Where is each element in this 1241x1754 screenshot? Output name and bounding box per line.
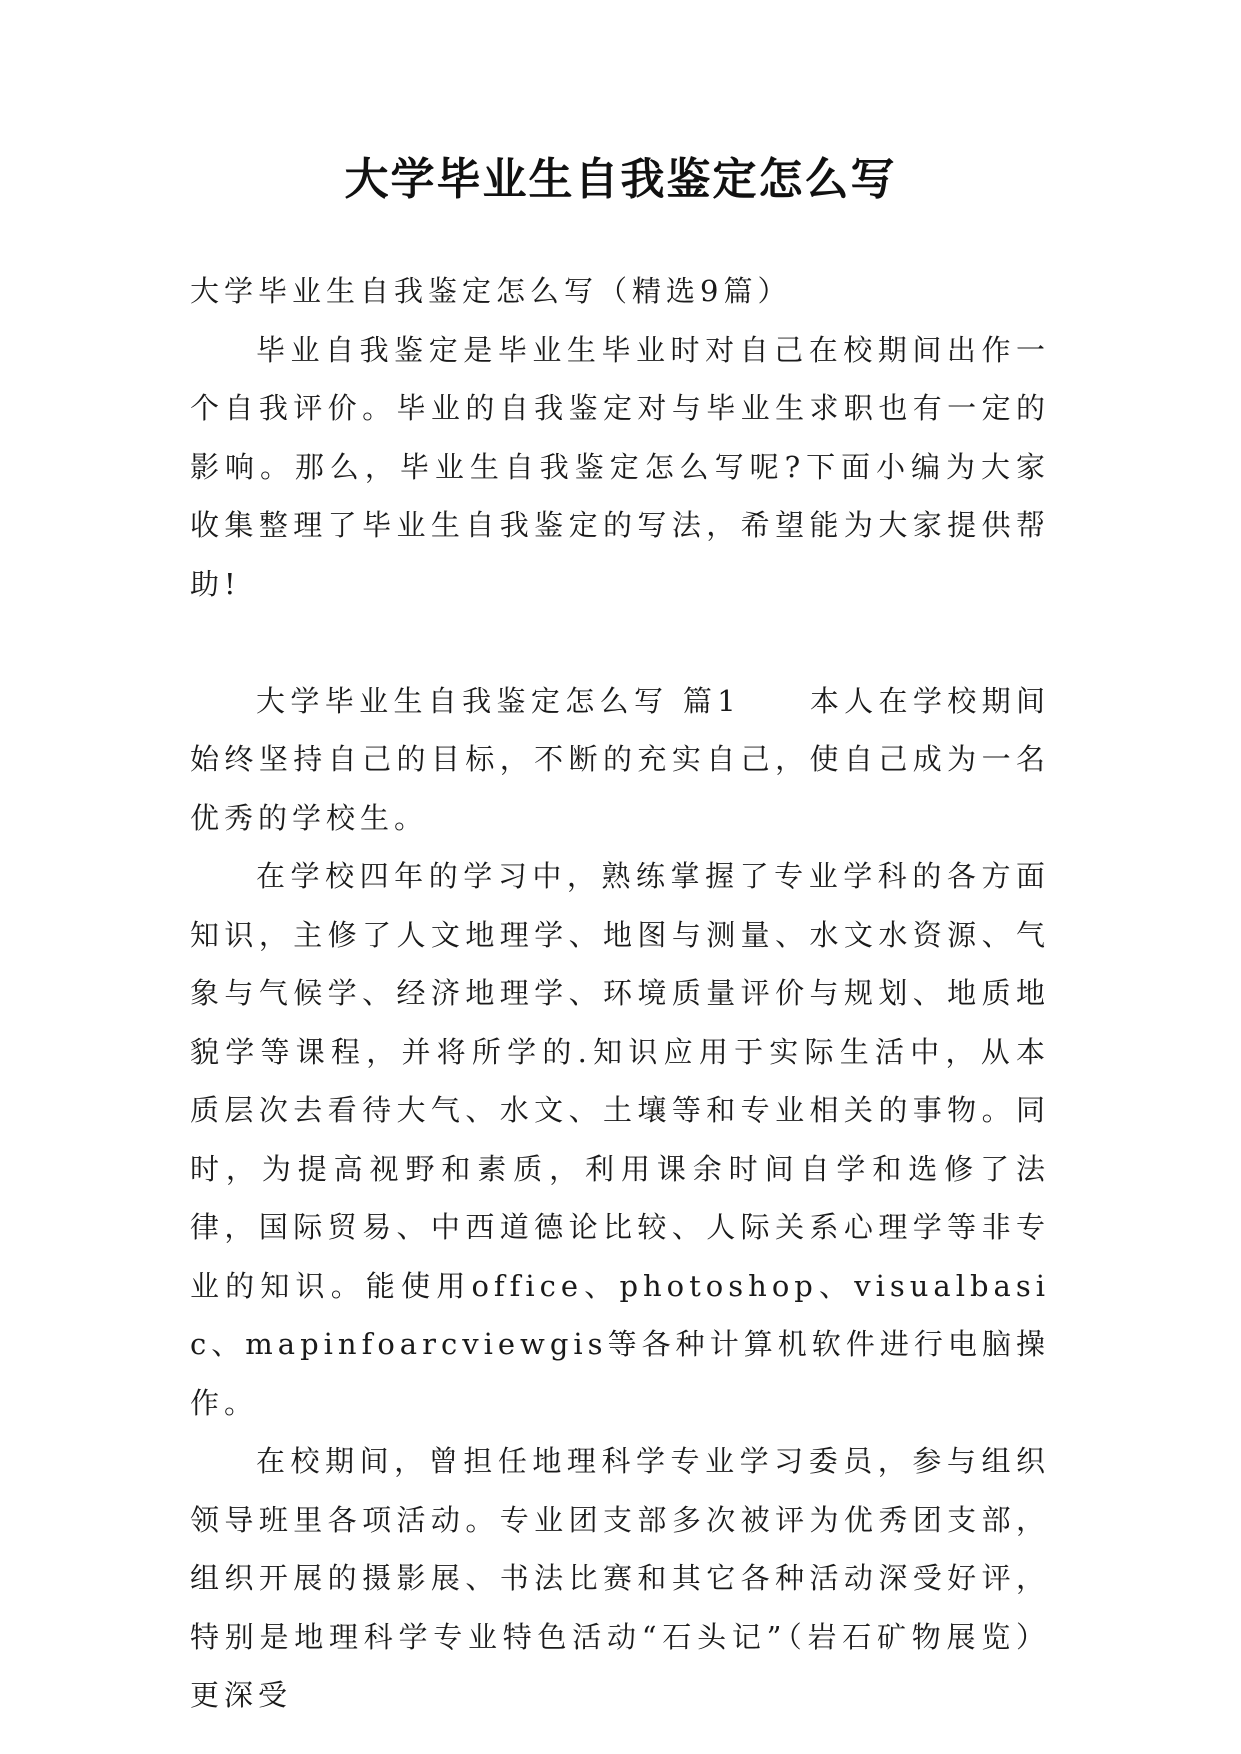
- document-title: 大学毕业生自我鉴定怎么写: [344, 154, 897, 205]
- intro-paragraph: 毕业自我鉴定是毕业生毕业时对自己在校期间出作一个自我评价。毕业的自我鉴定对与毕业生求职也有一定的影响。那么，毕业生自我鉴定怎么写呢?下面小编为大家收集整理了毕业生自我鉴定的写法，希望能为大家提供帮助!: [190, 332, 1050, 601]
- document-body: [190, 262, 1050, 1725]
- document-subtitle: 大学毕业生自我鉴定怎么写（精选9篇）: [190, 274, 792, 308]
- study-paragraph: 在学校四年的学习中，熟练掌握了专业学科的各方面知识，主修了人文地理学、地图与测量、水文水资源、气象与气候学、经济地理学、环境质量评价与规划、地质地貌学等课程，并将所学的.知识应用于实际生活中，从本质层次去看待大气、水文、土壤等和专业相关的事物。同时，为提高视野和素质，利用课余时间自学和选修了法律，国际贸易、中西道德论比较、人际关系心理学等非专业的知识。能使用office、photoshop、visualbasic、mapinfoarcviewgis等各种计算机软件进行电脑操作。: [190, 859, 1050, 1420]
- paragraph-spacer: [190, 613, 1050, 672]
- activities-paragraph: 在校期间，曾担任地理科学专业学习委员，参与组织领导班里各项活动。专业团支部多次被评为优秀团支部，组织开展的摄影展、书法比赛和其它各种活动深受好评，特别是地理科学专业特色活动“石头记”（岩石矿物展览）更深受: [190, 1444, 1050, 1712]
- section-1-paragraph: 大学毕业生自我鉴定怎么写 篇1 本人在学校期间始终坚持自己的目标，不断的充实自己，使自己成为一名优秀的学校生。: [190, 683, 1050, 835]
